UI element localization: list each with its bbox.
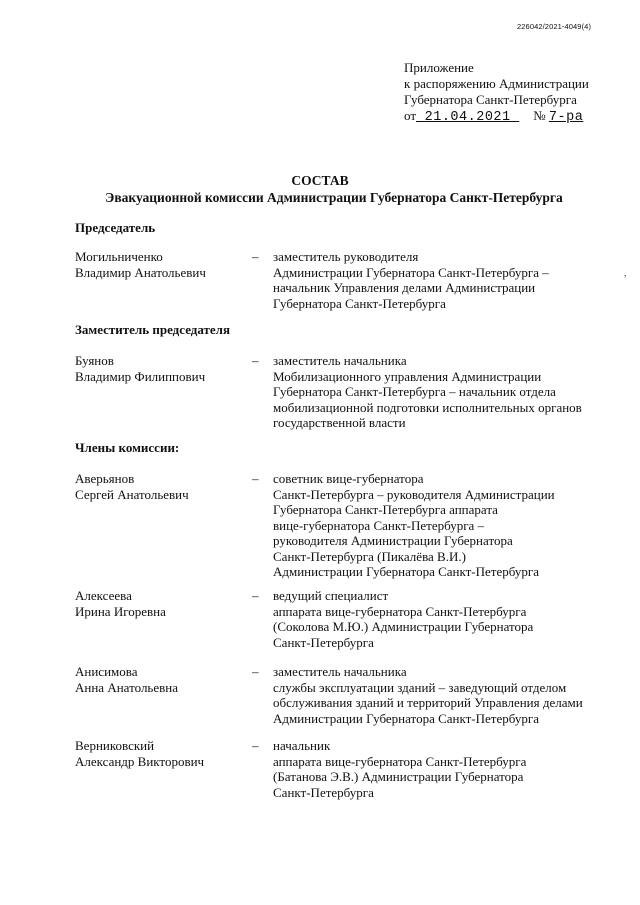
section-deputy: Заместитель председателя	[75, 322, 231, 337]
appendix-block	[404, 60, 634, 126]
person-name: Анисимова Анна Анатольевна	[75, 664, 178, 695]
stray-mark: ,	[624, 268, 627, 278]
dash: –	[252, 738, 259, 753]
person-position: заместитель руководителя Администрации Губернатора Санкт-Петербурга – начальник Управления делами Администрации Губернатора Санкт-Петербурга	[273, 249, 549, 311]
order-number: 7-ра	[548, 110, 584, 125]
dash: –	[252, 664, 259, 679]
appendix-date-line	[404, 108, 634, 126]
dash: –	[252, 353, 259, 368]
dash: –	[252, 588, 259, 603]
person-name: Аверьянов Сергей Анатольевич	[75, 471, 189, 502]
title-main: СОСТАВ	[291, 173, 349, 188]
person-name: Могильниченко Владимир Анатольевич	[75, 249, 206, 280]
person-position: начальник аппарата вице-губернатора Санкт-Петербурга (Батанова Э.В.) Администрации Губернатора Санкт-Петербурга	[273, 738, 527, 800]
document-title	[0, 172, 640, 206]
section-members: Члены комиссии:	[75, 440, 180, 455]
document-id: 226042/2021-4049(4)	[517, 22, 592, 31]
appendix-line-1: Приложение	[404, 60, 474, 75]
dash: –	[252, 471, 259, 486]
person-name: Алексеева Ирина Игоревна	[75, 588, 166, 619]
appendix-line-3: Губернатора Санкт-Петербурга	[404, 92, 577, 107]
person-position: советник вице-губернатора Санкт-Петербурга – руководителя Администрации Губернатора Санкт-Петербурга аппарата вице-губернатора Санкт-Петербурга – руководителя Администрации Губернатора Санкт-Петербурга (Пикалёва В.И.) Администрации Губернатора Санкт-Петербурга	[273, 471, 555, 579]
person-name: Буянов Владимир Филиппович	[75, 353, 206, 384]
person-name: Верниковский Александр Викторович	[75, 738, 205, 769]
person-position: заместитель начальника Мобилизационного управления Администрации Губернатора Санкт-Петербурга – начальник отдела мобилизационной подготовки исполнительных органов государственной власти	[273, 353, 582, 430]
dash: –	[252, 249, 259, 264]
person-position: ведущий специалист аппарата вице-губернатора Санкт-Петербурга (Соколова М.Ю.) Администрации Губернатора Санкт-Петербурга	[273, 588, 534, 650]
order-date: 21.04.2021	[424, 110, 511, 125]
title-subtitle: Эвакуационной комиссии Администрации Губернатора Санкт-Петербурга	[105, 190, 563, 205]
person-position: заместитель начальника службы эксплуатации зданий – заведующий отделом обслуживания зданий и территорий Управления делами Администрации Губернатора Санкт-Петербурга	[273, 664, 583, 726]
number-prefix: №	[533, 108, 546, 123]
appendix-line-2: к распоряжению Администрации	[404, 76, 589, 91]
date-prefix: от	[404, 108, 417, 123]
section-chairman: Председатель	[75, 220, 156, 235]
